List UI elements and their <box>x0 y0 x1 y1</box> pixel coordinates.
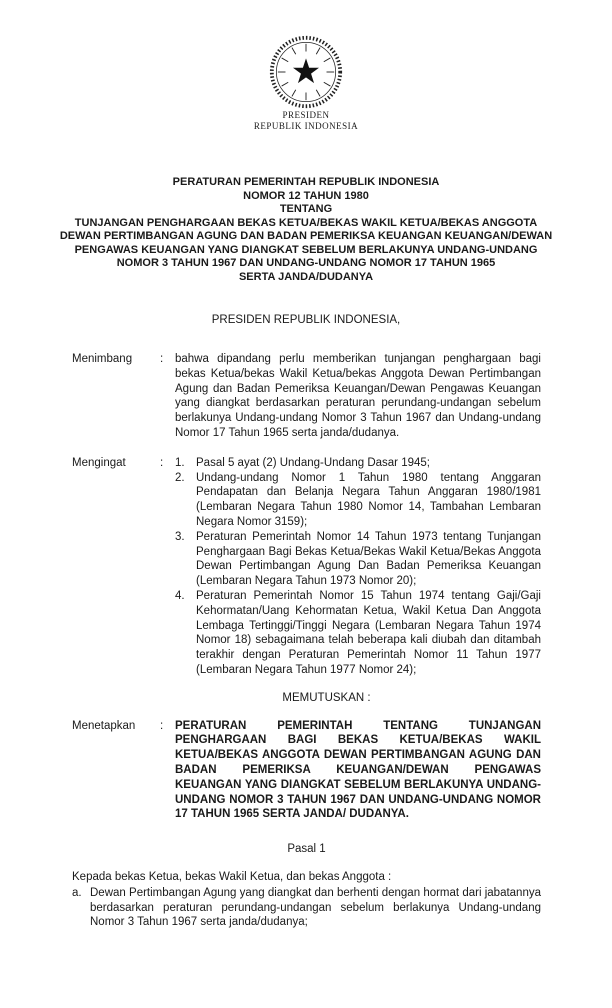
mengingat-label: Mengingat <box>72 456 126 469</box>
title-line: TENTANG <box>279 203 333 215</box>
mengingat-item <box>175 530 541 589</box>
menetapkan-clause <box>72 719 541 823</box>
item-number: 4. <box>175 589 185 602</box>
title-line: DEWAN PERTIMBANGAN AGUNG DAN BADAN PEMERIKSA KEUANGAN KEUANGAN/DEWAN <box>59 230 553 242</box>
letterhead-republik-indonesia: REPUBLIK INDONESIA <box>253 121 359 131</box>
letterhead-presiden: PRESIDEN <box>282 110 330 120</box>
pasal-1-intro: Kepada bekas Ketua, bekas Wakil Ketua, dan bekas Anggota : <box>72 870 392 883</box>
item-marker: a. <box>72 886 82 899</box>
item-text: Peraturan Pemerintah Nomor 14 Tahun 1973 tentang Tunjangan Penghargaan Bagi Bekas Ketua/Bekas Wakil Ketua/Bekas Anggota Dewan Pertimbangan Agung Dan Badan Pemeriksa Keuangan (Lembaran Negara Tahun 1973 Nomor 20); <box>196 530 541 588</box>
title-line: SERTA JANDA/DUDANYA <box>238 270 374 283</box>
item-text: Dewan Pertimbangan Agung yang diangkat dan berhenti dengan hormat dari jabatannya berdasarkan peraturan perundang-undangan sebelum berlakunya Undang-undang Nomor 3 Tahun 1967 serta janda/dudanya; <box>90 886 541 929</box>
item-number: 1. <box>175 456 185 469</box>
mengingat-list <box>175 456 541 678</box>
mengingat-colon: : <box>160 456 164 469</box>
menimbang-text: bahwa dipandang perlu memberikan tunjangan penghargaan bagi bekas Ketua/bekas Wakil Ketua/bekas Anggota Dewan Pertimbangan Agung dan Badan Pemeriksa Keuangan/Dewan Pengawas Keuangan yang diangkat berdasarkan peraturan perundang-undangan sebelum berlakunya Undang-undang Nomor 3 Tahun 1967 dan Undang-undang Nomor 17 Tahun 1965 serta janda/dudanya. <box>175 353 541 439</box>
mengingat-item <box>175 589 541 678</box>
title-line: NOMOR 3 TAHUN 1967 DAN UNDANG-UNDANG NOMOR 17 TAHUN 1965 <box>116 257 496 269</box>
menimbang-clause <box>72 352 541 441</box>
letterhead <box>0 0 612 132</box>
item-text: Peraturan Pemerintah Nomor 15 Tahun 1974 tentang Gaji/Gaji Kehormatan/Uang Kehormatan Ketua, Wakil Ketua Dan Anggota Lembaga Tertinggi/Tinggi Negara (Lembaran Negara Tahun 1974 Nomor 18) sebagaimana telah beberapa kali diubah dan ditambah terakhir dengan Peraturan Pemerintah Nomor 11 Tahun 1977 (Lembaran Negara Tahun 1977 Nomor 24); <box>196 589 541 676</box>
title-block <box>0 176 612 284</box>
menetapkan-text: PERATURAN PEMERINTAH TENTANG TUNJANGAN PENGHARGAAN BAGI BEKAS KETUA/BEKAS WAKIL KETUA/BEKAS ANGGOTA DEWAN PERTIMBANGAN AGUNG DAN BADAN PEMERIKSA KEUANGAN/DEWAN PENGAWAS KEUANGAN YANG DIANGKAT SEBELUM BERLAKUNYA UNDANG-UNDANG NOMOR 3 TAHUN 1967 DAN UNDANG-UNDANG NOMOR 17 TAHUN 1965 SERTA JANDA/ DUDANYA. <box>175 719 541 821</box>
title-line: TUNJANGAN PENGHARGAAN BEKAS KETUA/BEKAS WAKIL KETUA/BEKAS ANGGOTA <box>74 216 538 229</box>
item-number: 3. <box>175 530 185 543</box>
pasal-1-heading: Pasal 1 <box>287 843 326 856</box>
mengingat-item <box>175 456 541 471</box>
mengingat-clause <box>72 456 541 678</box>
menetapkan-label: Menetapkan <box>72 719 136 732</box>
salutation: PRESIDEN REPUBLIK INDONESIA, <box>211 314 401 326</box>
item-number: 2. <box>175 471 185 484</box>
presidential-star-seal-icon <box>268 34 344 110</box>
title-line: PENGAWAS KEUANGAN YANG DIANGKAT SEBELUM BERLAKUNYA UNDANG-UNDANG <box>74 243 538 256</box>
title-line: PERATURAN PEMERINTAH REPUBLIK INDONESIA <box>172 176 440 188</box>
pasal-1-item-a <box>72 886 541 930</box>
document-body <box>0 352 612 930</box>
menimbang-colon: : <box>160 353 164 365</box>
menetapkan-colon: : <box>160 719 164 732</box>
menimbang-label: Menimbang <box>72 353 133 365</box>
item-text: Pasal 5 ayat (2) Undang-Undang Dasar 1945; <box>196 456 430 469</box>
title-line: NOMOR 12 TAHUN 1980 <box>243 189 369 202</box>
memutuskan-heading: MEMUTUSKAN : <box>282 691 371 704</box>
item-text: Undang-undang Nomor 1 Tahun 1980 tentang Anggaran Pendapatan dan Belanja Negara Tahun Anggaran 1980/1981 (Lembaran Negara Tahun 1980 Nomor 14, Tambahan Lembaran Negara Nomor 3159); <box>196 471 541 528</box>
mengingat-item <box>175 471 541 530</box>
